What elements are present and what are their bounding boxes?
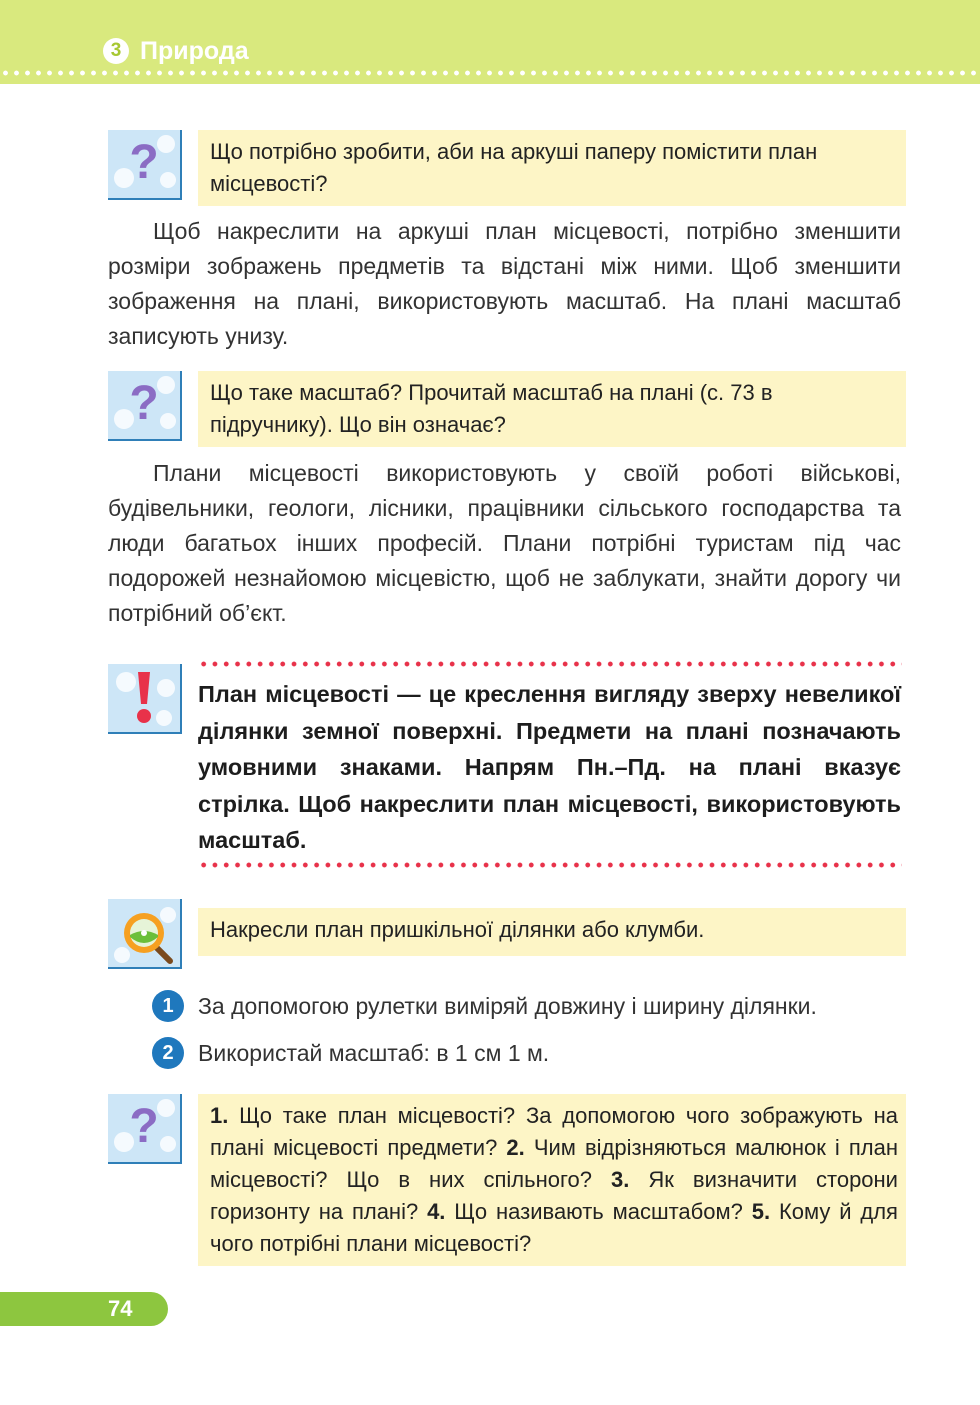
page-number: 74: [108, 1296, 133, 1321]
question-icon: [108, 130, 182, 200]
definition-text: План місцевості — це креслення вигляду зверху невеликої ділянки земної поверхні. Предмети на плані позначають умовними знаками. Напрям Пн.–Пд. на плані вказує стрілка. Щоб накреслити план місцевості, використовують масштаб.: [198, 681, 901, 853]
magnifier-icon: [108, 899, 182, 969]
step-text-2: Використай масштаб: в 1 см 1 м.: [198, 1040, 550, 1066]
page-number-tab: [0, 1292, 168, 1326]
review-text-2: Чим відрізняються малюнок і план місцевості? Що в них спільного?: [210, 1135, 898, 1192]
task-box: Накресли план пришкільної ділянки або клумби.: [198, 908, 906, 956]
chapter-title: Природа: [140, 37, 249, 65]
step-number-1: 1: [152, 990, 184, 1022]
review-num-4: 4.: [427, 1199, 446, 1224]
question-icon: [108, 371, 182, 441]
paragraph-professions: Плани місцевості використовують у своїй роботі військові, будівельники, геологи, лісники, працівники сільського господарства та люди багатьох інших професій. Плани потрібні туристам під час подорожей незнайомою місцевістю, щоб не заблукати, знайти дорогу чи потрібний об’єкт.: [108, 460, 901, 626]
question-icon: [108, 1094, 182, 1164]
definition-bottom-border: [198, 862, 902, 868]
chapter-header: [0, 0, 980, 84]
chapter-number-badge: 3: [103, 38, 129, 64]
review-text-3: Як визначити сторони горизонту на плані?: [210, 1167, 898, 1224]
exclamation-icon: [108, 664, 182, 734]
review-text-1: Що таке план місцевості? За допомогою чого зображують на плані місцевості предмети?: [210, 1103, 898, 1160]
svg-text:?: ?: [129, 136, 159, 189]
svg-text:?: ?: [129, 377, 159, 430]
review-num-5: 5.: [751, 1199, 771, 1224]
step-text-1: За допомогою рулетки виміряй довжину і ширину ділянки.: [198, 993, 817, 1019]
review-num-2: 2.: [506, 1135, 525, 1160]
step-number-2: 2: [152, 1037, 184, 1069]
review-text-4: Що називають масштабом?: [454, 1199, 743, 1224]
svg-text:?: ?: [129, 1100, 159, 1153]
definition-top-border: [198, 661, 902, 667]
paragraph-scale: Щоб накреслити на аркуші план місцевості, потрібно зменшити розміри зображень предметів та відстані між ними. Щоб зменшити зображення на плані, використовують масштаб. На плані масштаб записують унизу.: [108, 218, 901, 349]
question-box-1: Що потрібно зробити, аби на аркуші паперу помістити план місцевості?: [198, 130, 906, 206]
review-text-5: Кому й для чого потрібні плани місцевості?: [210, 1199, 898, 1256]
question-box-2: Що таке масштаб? Прочитай масштаб на плані (с. 73 в підручнику). Що він означає?: [198, 371, 906, 447]
review-num-1: 1.: [210, 1103, 229, 1128]
review-num-3: 3.: [611, 1167, 630, 1192]
header-dotted-line: [0, 70, 980, 76]
review-questions-box: [198, 1094, 906, 1266]
